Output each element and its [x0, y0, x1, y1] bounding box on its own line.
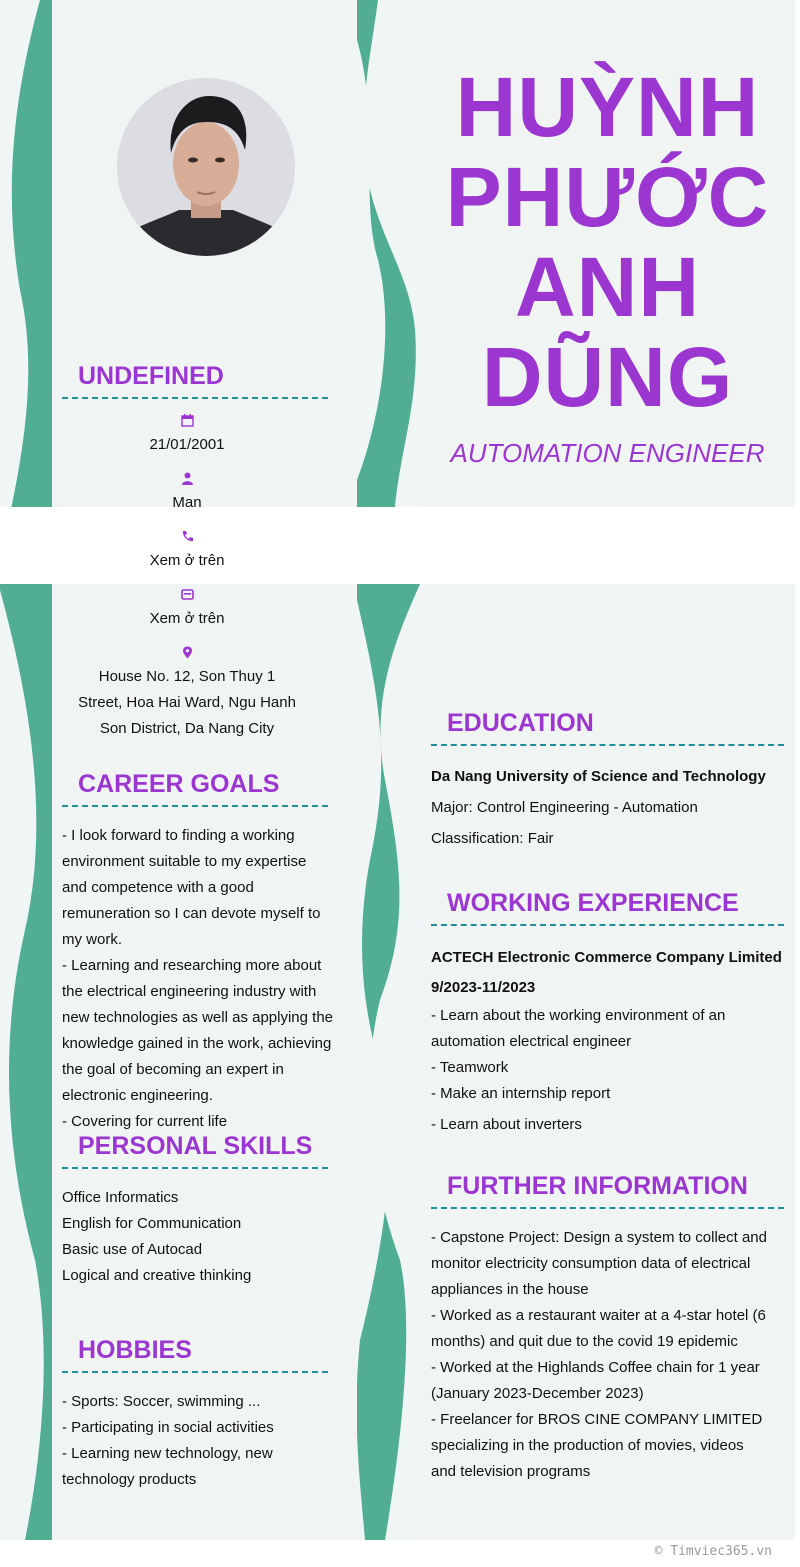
- experience-line: - Teamwork: [431, 1059, 509, 1076]
- skill-item: Logical and creative thinking: [62, 1267, 252, 1284]
- career-goal-line: - Learning and researching more about the electrical engineering industry with new technologies as well as applying the knowledge gained in the work, achieving the goal of becoming an expert in electronic engineering.: [62, 957, 334, 1104]
- career-goal-line: - Covering for current life: [62, 1113, 228, 1130]
- hobbies-content: [62, 1389, 292, 1493]
- user-icon: [62, 472, 312, 490]
- experience-period: 9/2023-11/2023: [431, 979, 536, 996]
- name-line: PHƯỚC: [445, 150, 770, 244]
- education-classification: Classification: Fair: [431, 830, 554, 847]
- watermark: © Timviec365.vn: [654, 1544, 772, 1559]
- info-item-phone: [62, 530, 312, 574]
- further-info-line: - Worked as a restaurant waiter at a 4-star hotel (6 months) and quit due to the covid 19 epidemic: [431, 1307, 766, 1350]
- location-icon: [62, 646, 312, 664]
- info-value: Man: [172, 494, 202, 511]
- career-goals-title: CAREER GOALS: [62, 770, 328, 807]
- further-info-line: - Freelancer for BROS CINE COMPANY LIMITED specializing in the production of movies, videos and television programs: [431, 1411, 763, 1480]
- full-name: [440, 62, 775, 422]
- name-line: ANH: [515, 240, 700, 334]
- avatar: [117, 78, 295, 256]
- info-value: House No. 12, Son Thuy 1 Street, Hoa Hai Ward, Ngu Hanh Son District, Da Nang City: [78, 668, 296, 737]
- school-name: Da Nang University of Science and Technology: [431, 768, 766, 785]
- company-name: ACTECH Electronic Commerce Company Limited: [431, 949, 782, 966]
- skill-item: Office Informatics: [62, 1189, 179, 1206]
- info-item-email: [62, 588, 312, 632]
- info-item-gender: [62, 472, 312, 516]
- calendar-icon: [62, 414, 312, 432]
- job-title: AUTOMATION ENGINEER: [450, 438, 765, 468]
- further-info-line: - Capstone Project: Design a system to collect and monitor electricity consumption data of electrical appliances in the house: [431, 1229, 767, 1298]
- hobby-line: - Participating in social activities: [62, 1419, 274, 1436]
- phone-icon: [62, 530, 312, 548]
- experience-line: - Learn about the working environment of an automation electrical engineer: [431, 1007, 726, 1050]
- info-item-address: [62, 646, 312, 742]
- info-value: Xem ở trên: [149, 610, 225, 627]
- experience-line: - Make an internship report: [431, 1085, 611, 1102]
- name-line: HUỲNH: [455, 60, 760, 154]
- education-major: Major: Control Engineering - Automation: [431, 799, 698, 816]
- hobby-line: - Learning new technology, new technology products: [62, 1445, 273, 1488]
- personal-skills-title: PERSONAL SKILLS: [62, 1132, 328, 1169]
- skill-item: Basic use of Autocad: [62, 1241, 203, 1258]
- further-info-title: FURTHER INFORMATION: [431, 1172, 784, 1209]
- personal-info-list: [62, 414, 312, 756]
- name-line: DŨNG: [481, 330, 734, 424]
- personal-skills-list: [62, 1185, 334, 1289]
- hobby-line: - Sports: Soccer, swimming ...: [62, 1393, 261, 1410]
- career-goals-content: [62, 823, 334, 1135]
- email-icon: [62, 588, 312, 606]
- skill-item: English for Communication: [62, 1215, 242, 1232]
- experience-title: WORKING EXPERIENCE: [431, 889, 784, 926]
- education-title: EDUCATION: [431, 709, 784, 746]
- further-info-content: [431, 1225, 771, 1485]
- header-name-block: [440, 62, 775, 469]
- info-value: 21/01/2001: [149, 436, 225, 453]
- info-item-birthday: [62, 414, 312, 458]
- career-goal-line: - I look forward to finding a working environment suitable to my expertise and competence with a good remuneration so I can devote myself to my work.: [62, 827, 321, 948]
- further-info-line: - Worked at the Highlands Coffee chain for 1 year (January 2023-December 2023): [431, 1359, 760, 1402]
- experience-content: [431, 943, 786, 1138]
- info-section-title: UNDEFINED: [62, 362, 328, 399]
- hobbies-title: HOBBIES: [62, 1336, 328, 1373]
- avatar-portrait: [117, 78, 295, 256]
- education-content: [431, 764, 786, 852]
- experience-line: - Learn about inverters: [431, 1116, 582, 1133]
- info-value: Xem ở trên: [149, 552, 225, 569]
